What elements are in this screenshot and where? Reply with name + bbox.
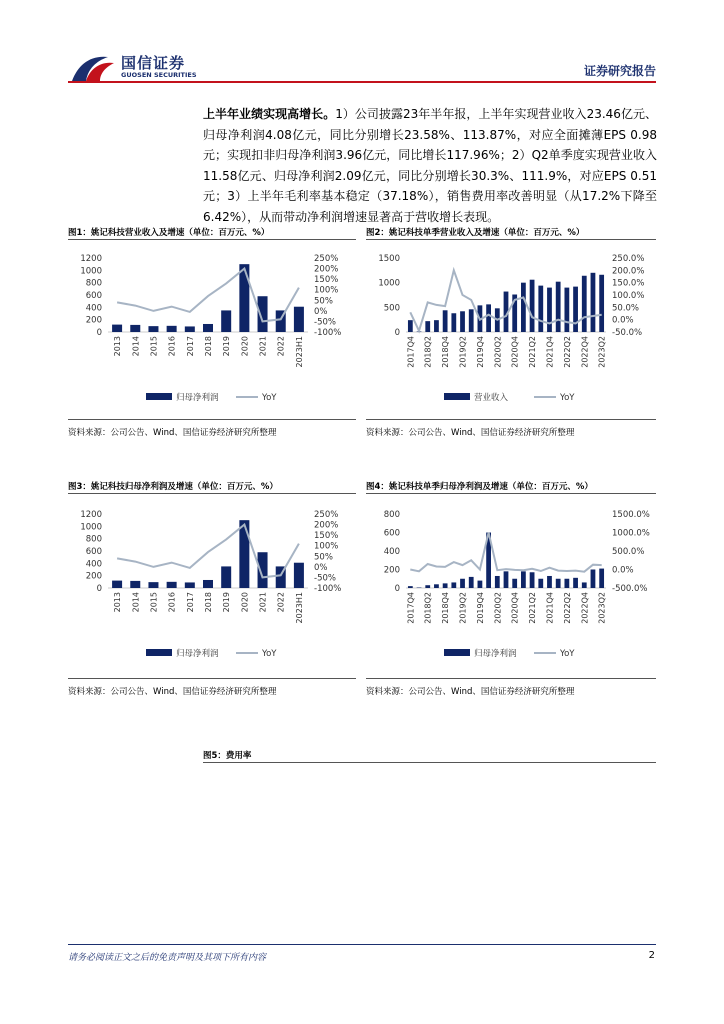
bar-mark [573,578,578,588]
legend-line-label: YoY [560,649,575,659]
x-tick-label: 2023Q2 [597,336,607,368]
y-left-tick-label: 800 [85,534,102,545]
bar-mark [148,582,158,588]
yoy-line [117,269,299,322]
x-tick-label: 2020Q4 [510,592,520,624]
fig3-bottom-rule [68,678,356,679]
y-right-tick-label: 150% [314,531,339,542]
bar-mark [443,310,448,332]
x-tick-label: 2018 [204,592,213,613]
fig2-chart [366,244,656,416]
y-right-tick-label: -50% [314,317,336,328]
y-left-tick-label: 1200 [80,510,102,520]
x-tick-label: 2016 [167,592,177,613]
bar-mark [425,321,430,332]
bar-mark [451,582,456,588]
legend-bar-swatch [146,393,172,400]
bar-mark [530,572,535,588]
y-right-tick-label: 100.0% [612,291,645,301]
y-left-tick-label: 500 [383,303,400,314]
fig2-title: 图2：姚记科技单季营业收入及增速（单位：百万元、%） [366,228,585,238]
y-left-tick-label: 800 [383,510,400,520]
header-divider [68,81,656,83]
x-tick-label: 2020 [240,336,250,357]
x-tick-label: 2022 [276,592,286,613]
bar-mark [599,569,604,588]
y-left-tick-label: 1200 [80,254,102,264]
y-right-tick-label: 250.0% [612,254,645,264]
y-right-tick-label: 1000.0% [612,528,650,539]
fig4-title: 图4：姚记科技单季归母净利润及增速（单位：百万元、%） [366,482,593,492]
legend-bar-label: 归母净利润 [474,649,517,659]
x-tick-label: 2018Q4 [441,336,451,368]
y-left-tick-label: 0 [96,584,102,594]
bar-mark [408,320,413,332]
fig4-source: 资料来源：公司公告、Wind、国信证券经济研究所整理 [366,687,575,697]
fig3-chart [68,500,358,672]
bar-mark [203,580,213,588]
page-number: 2 [648,950,655,961]
legend-bar-swatch [146,649,172,656]
x-tick-label: 2021Q2 [528,592,538,624]
bar-mark [478,581,483,588]
y-left-tick-label: 200 [383,565,400,576]
bar-mark [591,570,596,589]
bar-mark [460,311,465,332]
y-right-tick-label: 100% [314,285,339,296]
x-tick-label: 2019Q2 [458,336,468,368]
y-right-tick-label: -50% [314,573,336,584]
fig1-chart [68,244,358,416]
bar-mark [203,324,213,332]
paragraph-body: 1）公司披露23年半年报，上半年实现营业收入23.46亿元、归母净利润4.08亿元，同比分别增长23.58%、113.87%，对应全面摊薄EPS 0.98元；实现扣非归母净利润3.96亿元，同比增长117.96%；2）Q2单季度实现营业收入11.58亿元、归母净利润2.09亿元，同比分别增长30.3%、111.9%，对应EPS 0.51元；3）上半年毛利率基本稳定（37.18%），销售费用率改善明显（从17.2%下降至6.42%），从而带动净利润增速显著高于营收增长表现。 [203,107,657,224]
legend-bar-swatch [444,649,470,656]
y-right-tick-label: 150.0% [612,278,645,289]
bar-mark [556,282,561,332]
bar-mark [486,304,491,332]
y-right-tick-label: 200% [314,520,339,531]
y-right-tick-label: 100% [314,541,339,552]
bar-mark [599,275,604,332]
bar-mark [521,283,526,332]
y-left-tick-label: 0 [394,584,400,594]
bar-mark [148,326,158,332]
x-tick-label: 2014 [131,592,141,613]
bar-mark [130,325,140,332]
bar-mark [564,288,569,332]
y-right-tick-label: 1500.0% [612,510,650,520]
y-right-tick-label: 0.0% [612,565,634,576]
x-tick-label: 2022Q4 [580,592,590,624]
y-left-tick-label: 0 [96,328,102,338]
bar-mark [443,583,448,588]
fig1-bottom-rule [68,419,356,420]
bar-mark [547,576,552,588]
bar-mark [294,307,304,332]
fig4-chart [366,500,656,672]
fig3-source: 资料来源：公司公告、Wind、国信证券经济研究所整理 [68,687,277,697]
bar-mark [112,581,122,588]
x-tick-label: 2017 [185,336,195,357]
x-tick-label: 2018Q2 [423,592,433,624]
fig1-title: 图1：姚记科技营业收入及增速（单位：百万元、%） [68,228,270,238]
x-tick-label: 2017Q4 [406,592,416,624]
bar-mark [521,571,526,588]
bar-mark [167,582,177,588]
x-tick-label: 2020 [240,592,250,613]
bar-mark [239,520,249,588]
bar-mark [504,571,509,588]
y-right-tick-label: -100% [314,584,342,594]
x-tick-label: 2022Q2 [562,336,572,368]
y-right-tick-label: 500.0% [612,547,645,557]
y-left-tick-label: 1000 [378,278,400,289]
bar-mark [239,264,249,332]
y-left-tick-label: 400 [85,559,102,570]
fig2-source: 资料来源：公司公告、Wind、国信证券经济研究所整理 [366,428,575,438]
bar-mark [185,582,195,588]
y-right-tick-label: 200.0% [612,266,645,277]
y-right-tick-label: 250% [314,510,339,520]
x-tick-label: 2019Q4 [475,592,485,624]
bar-mark [451,313,456,332]
bar-mark [185,326,195,332]
fig1-title-rule [68,239,356,240]
x-tick-label: 2023H1 [294,336,304,368]
yoy-line [410,533,601,572]
bar-mark [538,286,543,332]
y-left-tick-label: 600 [85,547,102,557]
report-type: 证券研究报告 [583,64,656,78]
y-right-tick-label: 0% [314,306,328,317]
bar-mark [582,276,587,332]
paragraph-lead: 上半年业绩实现高增长。 [203,107,336,121]
x-tick-label: 2021Q2 [528,336,538,368]
x-tick-label: 2022Q4 [580,336,590,368]
bar-mark [221,310,231,332]
x-tick-label: 2016 [167,336,177,357]
y-right-tick-label: 50% [314,552,333,563]
bar-mark [573,287,578,332]
x-tick-label: 2018 [204,336,213,357]
fig2-title-rule [366,239,656,240]
bar-mark [460,579,465,588]
bar-mark [112,325,122,332]
legend-bar-swatch [444,393,470,400]
x-tick-label: 2021 [258,592,268,613]
bar-mark [495,576,500,588]
company-name-en: GUOSEN SECURITIES [121,71,197,79]
y-left-tick-label: 400 [85,303,102,314]
bar-mark [538,579,543,588]
y-right-tick-label: 50% [314,296,333,307]
x-tick-label: 2023H1 [294,592,304,624]
summary-paragraph [203,104,657,228]
legend-bar-label: 归母净利润 [176,393,219,403]
bar-mark [434,320,439,332]
legend-bar-label: 营业收入 [474,393,509,403]
bar-mark [167,326,177,332]
fig1-source: 资料来源：公司公告、Wind、国信证券经济研究所整理 [68,428,277,438]
bar-mark [221,566,231,588]
y-left-tick-label: 600 [383,528,400,539]
y-right-tick-label: -50.0% [612,328,643,338]
fig3-title-rule [68,493,356,494]
y-right-tick-label: -500.0% [612,584,648,594]
x-tick-label: 2023Q2 [597,592,607,624]
x-tick-label: 2020Q2 [493,592,503,624]
guosen-logo-icon [68,51,118,85]
y-right-tick-label: 200% [314,264,339,275]
y-left-tick-label: 0 [394,328,400,338]
x-tick-label: 2021Q4 [545,592,555,624]
x-tick-label: 2015 [149,336,159,357]
guosen-logo [68,51,208,85]
y-left-tick-label: 600 [85,291,102,301]
x-tick-label: 2019 [222,336,232,357]
bar-mark [408,586,413,588]
x-tick-label: 2013 [113,592,123,613]
bar-mark [530,280,535,332]
x-tick-label: 2022 [276,336,286,357]
fig3-title: 图3：姚记科技归母净利润及增速（单位：百万元、%） [68,482,278,492]
company-name-cn: 国信证券 [121,54,186,72]
y-right-tick-label: 0.0% [612,315,634,326]
x-tick-label: 2019Q2 [458,592,468,624]
y-left-tick-label: 200 [85,571,102,582]
y-left-tick-label: 800 [85,278,102,289]
bar-mark [512,579,517,588]
fig4-title-rule [366,493,656,494]
x-tick-label: 2017 [185,592,195,613]
x-tick-label: 2022Q2 [562,592,572,624]
legend-line-label: YoY [262,393,277,403]
y-right-tick-label: 150% [314,275,339,286]
y-right-tick-label: 0% [314,562,328,573]
x-tick-label: 2019 [222,592,232,613]
x-tick-label: 2021Q4 [545,336,555,368]
y-left-tick-label: 200 [85,315,102,326]
bar-mark [425,585,430,588]
bar-mark [564,579,569,588]
bar-mark [556,579,561,588]
x-tick-label: 2018Q4 [441,592,451,624]
y-right-tick-label: -100% [314,328,342,338]
fig4-bottom-rule [366,678,656,679]
bar-mark [582,582,587,588]
y-left-tick-label: 1000 [80,522,102,533]
fig2-bottom-rule [366,419,656,420]
y-left-tick-label: 1000 [80,266,102,277]
x-tick-label: 2017Q4 [406,336,416,368]
bar-mark [294,563,304,588]
bar-mark [547,288,552,332]
x-tick-label: 2015 [149,592,159,613]
bar-mark [469,577,474,588]
x-tick-label: 2020Q2 [493,336,503,368]
fig5-title: 图5：费用率 [203,751,252,761]
x-tick-label: 2021 [258,336,268,357]
legend-line-label: YoY [262,649,277,659]
x-tick-label: 2018Q2 [423,336,433,368]
x-tick-label: 2014 [131,336,141,357]
y-right-tick-label: 250% [314,254,339,264]
bar-mark [130,581,140,588]
footer-divider [68,944,656,945]
x-tick-label: 2013 [113,336,123,357]
fig5-title-rule [203,762,656,763]
footer-disclaimer: 请务必阅读正文之后的免责声明及其项下所有内容 [68,953,267,963]
y-left-tick-label: 1500 [378,254,400,264]
x-tick-label: 2019Q4 [475,336,485,368]
yoy-line [117,525,299,578]
bar-mark [591,273,596,332]
x-tick-label: 2020Q4 [510,336,520,368]
y-right-tick-label: 50.0% [612,303,640,314]
bar-mark [434,584,439,588]
bar-mark [469,309,474,332]
y-left-tick-label: 400 [383,547,400,557]
legend-line-label: YoY [560,393,575,403]
legend-bar-label: 归母净利润 [176,649,219,659]
